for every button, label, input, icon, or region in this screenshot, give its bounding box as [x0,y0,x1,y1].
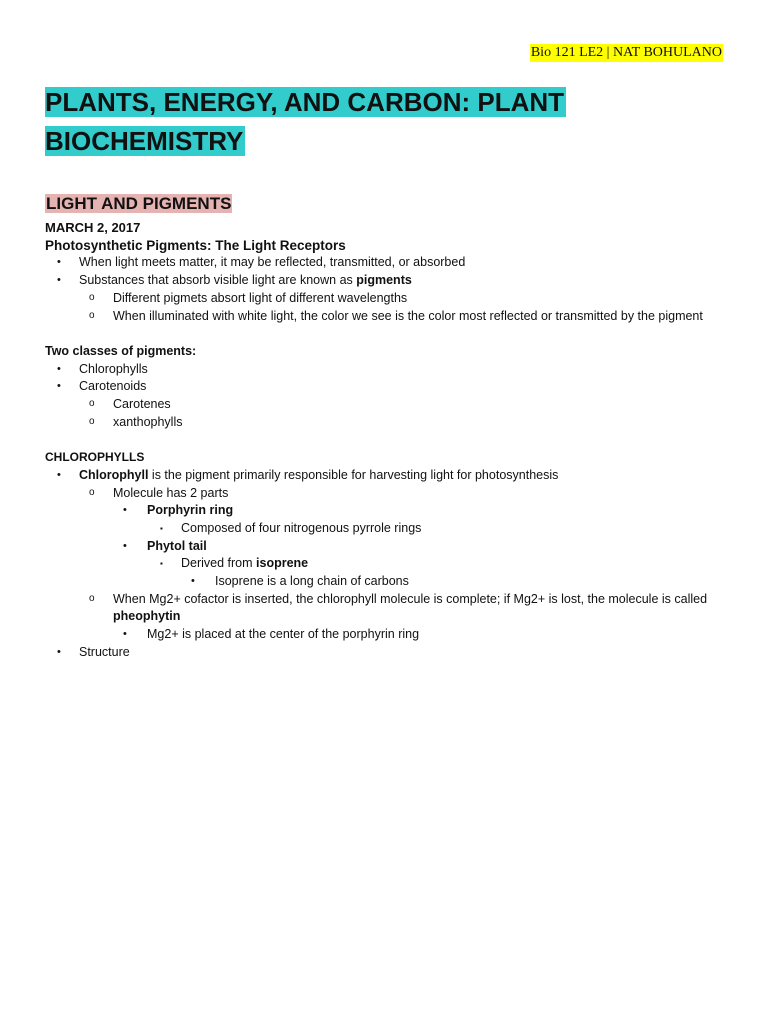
list-item [45,414,735,432]
list-item [45,644,735,662]
bullet-marker: • [123,504,127,517]
term-pigments: pigments [356,273,412,288]
list-item [45,591,735,626]
subheading: Photosynthetic Pigments: The Light Receptors [45,237,346,253]
term-chlorophyll: Chlorophyll [79,467,149,482]
page-title [45,83,605,161]
section-heading-text: LIGHT AND PIGMENTS [46,194,232,213]
list-item [45,626,735,644]
list-item-text: is the pigment primarily responsible for harvesting light for photosynthesis [148,467,559,482]
bullet-marker: • [57,468,61,481]
list-item [45,272,735,290]
section-heading [45,192,232,216]
chlorophylls-heading: CHLOROPHYLLS [45,450,145,465]
list-item-text: Mg2+ is placed at the center of the porphyrin ring [147,627,420,642]
header-tag: Bio 121 LE2 | NAT BOHULANO [530,45,722,60]
square-marker: ▪ [160,559,163,569]
term-isoprene: isoprene [256,556,309,571]
list-item [45,538,735,556]
bullet-marker: • [191,575,195,588]
list-item-text: Carotenoids [79,379,147,394]
list-item [45,520,735,538]
circle-marker: o [89,398,95,410]
term-phytol-tail: Phytol tail [147,538,207,553]
list-item-text: Structure [79,644,130,659]
list-item [45,502,735,520]
list-item [45,396,735,414]
term-porphyrin-ring: Porphyrin ring [147,503,234,518]
circle-marker: o [89,415,95,427]
list-item-text: When Mg2+ cofactor is inserted, the chlorophyll molecule is complete; if Mg2+ is lost, the molecule is called [113,591,708,606]
circle-marker: o [89,592,95,604]
list-item [45,290,735,308]
list-item [45,555,735,573]
classes-heading: Two classes of pigments: [45,343,197,358]
list-item-text: Chlorophylls [79,361,148,376]
list-item-text: xanthophylls [113,414,183,429]
circle-marker: o [89,486,95,498]
bullet-marker: • [123,628,127,641]
bullet-marker: • [57,362,61,375]
bullet-marker: • [57,274,61,287]
page-title-text: PLANTS, ENERGY, AND CARBON: PLANT BIOCHEMISTRY [45,87,565,156]
list-item [45,254,735,272]
list-item [45,361,735,379]
list-item [45,573,735,591]
list-item-text: Molecule has 2 parts [113,485,229,500]
list-item-text: When illuminated with white light, the color we see is the color most reflected or transmitted by the pigment [113,308,703,323]
document-body [45,219,735,662]
section-date: MARCH 2, 2017 [45,220,141,235]
list-item-text: Composed of four nitrogenous pyrrole rings [181,520,422,535]
bullet-marker: • [57,256,61,269]
list-item [45,378,735,396]
list-item [45,485,735,503]
term-pheophytin: pheophytin [113,609,181,624]
list-item-text: When light meets matter, it may be reflected, transmitted, or absorbed [79,255,466,270]
circle-marker: o [89,291,95,303]
bullet-marker: • [57,380,61,393]
square-marker: ▪ [160,523,163,533]
list-item-text: Isoprene is a long chain of carbons [215,574,409,589]
circle-marker: o [89,309,95,321]
bullet-marker: • [57,645,61,658]
bullet-marker: • [123,539,127,552]
list-item-text: Substances that absorb visible light are known as [79,273,357,288]
list-item [45,467,735,485]
list-item [45,308,735,326]
list-item-text: Carotenes [113,397,171,412]
list-item-text: Different pigmets absort light of different wavelengths [113,290,408,305]
list-item-text: Derived from [181,556,257,571]
